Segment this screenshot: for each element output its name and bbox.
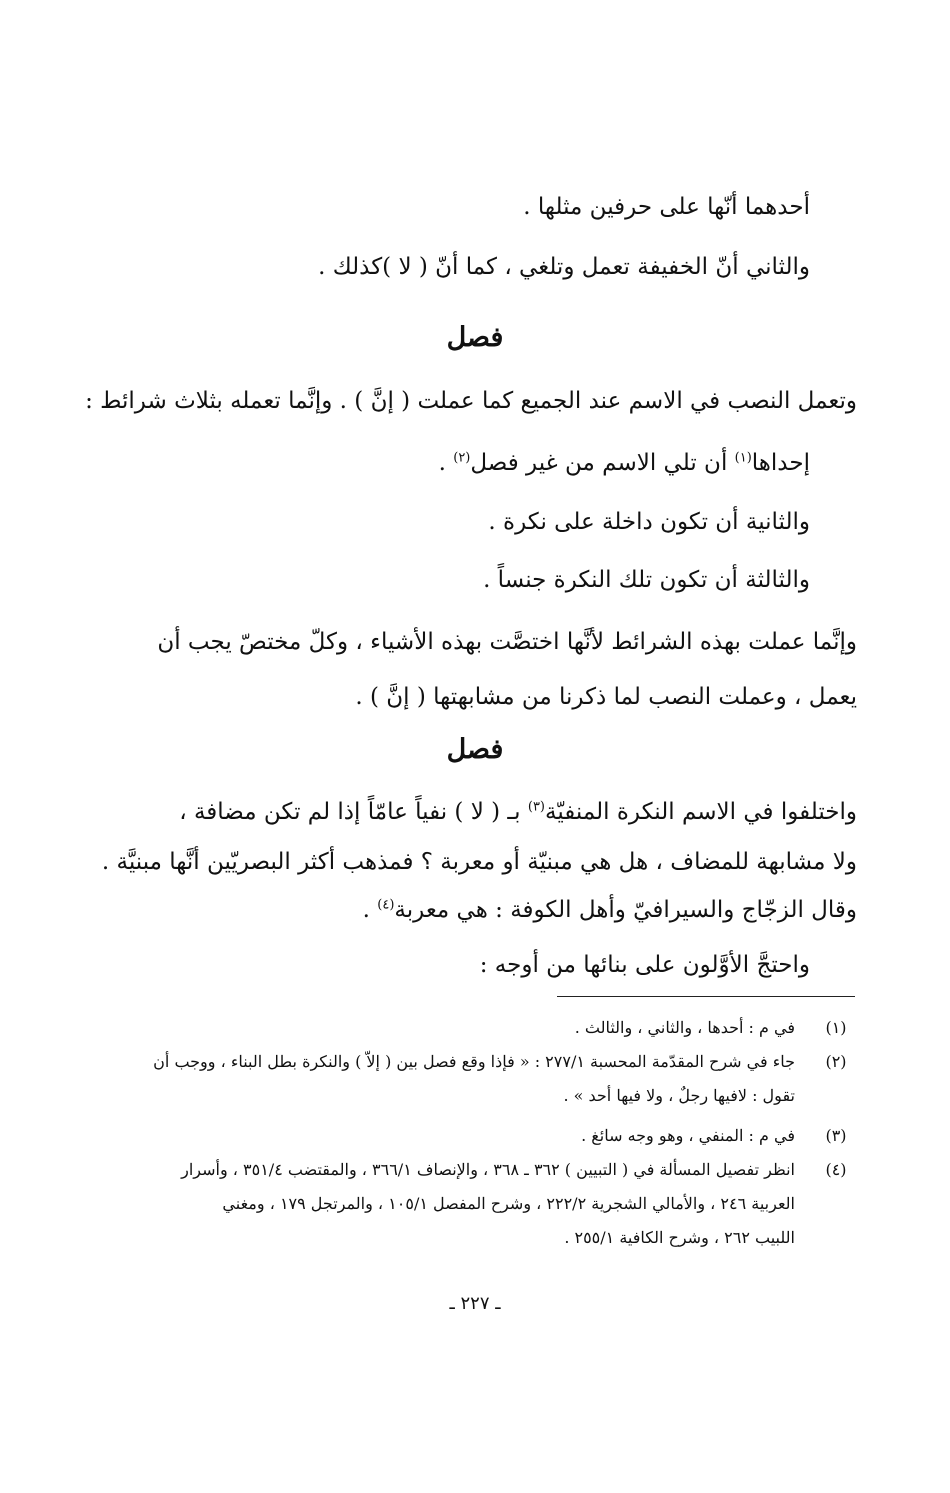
text-line-9-part-b: بـ ( لا ) نفياً عامّاً إذا لم تكن مضافة ، [179, 799, 528, 825]
text-line-11-part-b: . [362, 897, 378, 923]
text-line-5: والثانية أن تكون داخلة على نكرة . [488, 509, 810, 535]
text-line-11 [363, 893, 857, 927]
footnote-2-line-2: تقول : لافيها رجلٌ ، ولا فيها أحد » . [563, 1086, 795, 1105]
footnote-separator [557, 996, 855, 997]
section-heading-2: فصل [446, 734, 504, 765]
footnote-2-line-1: جاء في شرح المقدّمة المحسبة ٢٧٧/١ : « فإذا وقع فصل بين ( إلاّ ) والنكرة بطل البناء ، ووجب أن [153, 1052, 795, 1071]
text-line-4-part-a: إحداها [751, 450, 810, 476]
text-line-3: وتعمل النصب في الاسم عند الجميع كما عملت ( إنَّ ) . وإنَّما تعمله بثلاث شرائط : [85, 388, 857, 414]
footnote-4-number: (٤) [825, 1160, 847, 1179]
text-line-1: أحدهما أنّها على حرفين مثلها . [523, 194, 810, 220]
text-line-8: يعمل ، وعملت النصب لما ذكرنا من مشابهتها ( إنَّ ) . [355, 684, 857, 710]
footnote-3: في م : المنفي ، وهو وجه سائغ . [581, 1126, 795, 1145]
text-line-4-part-c: . [438, 450, 454, 476]
section-heading-1: فصل [446, 322, 504, 353]
footnote-ref-3: (٣) [527, 799, 545, 815]
footnote-3-number: (٣) [825, 1126, 847, 1145]
text-line-6: والثالثة أن تكون تلك النكرة جنساً . [483, 567, 810, 593]
text-line-10: ولا مشابهة للمضاف ، هل هي مبنيّة أو معربة ؟ فمذهب أكثر البصريّين أنَّها مبنيَّة . [101, 849, 857, 875]
footnote-4-line-3: اللبيب ٢٦٢ ، وشرح الكافية ٢٥٥/١ . [564, 1228, 795, 1247]
footnote-ref-2: (٢) [453, 450, 471, 466]
footnote-4-line-1: انظر تفصيل المسألة في ( التبيين ) ٣٦٢ ـ ٣٦٨ ، والإنصاف ٣٦٦/١ ، والمقتضب ٣٥١/٤ ، وأسرار [181, 1160, 795, 1179]
text-line-2: والثاني أنّ الخفيفة تعمل وتلغي ، كما أنّ ( لا )كذلك . [318, 254, 810, 280]
text-line-12: واحتجَّ الأوَّلون على بنائها من أوجه : [479, 952, 810, 978]
footnote-1-number: (١) [825, 1018, 847, 1037]
text-line-7: وإنَّما عملت بهذه الشرائط لأنَّها اختصَّت بهذه الأشياء ، وكلّ مختصّ يجب أن [157, 629, 857, 655]
text-line-11-part-a: وقال الزجّاج والسيرافيّ وأهل الكوفة : هي معربة [394, 897, 857, 923]
footnote-1: في م : أحدها ، والثاني ، والثالث . [574, 1018, 795, 1037]
footnote-ref-1: (١) [734, 450, 752, 466]
text-line-9 [179, 795, 857, 829]
text-line-4-part-b: أن تلي الاسم من غير فصل [470, 450, 735, 476]
footnote-2-number: (٢) [825, 1052, 847, 1071]
text-line-9-part-a: واختلفوا في الاسم النكرة المنفيّة [545, 799, 857, 825]
footnote-ref-4: (٤) [377, 897, 395, 913]
footnote-4-line-2: العربية ٢٤٦ ، والأمالي الشجرية ٢٢٢/٢ ، وشرح المفصل ١٠٥/١ ، والمرتجل ١٧٩ ، ومغني [222, 1194, 795, 1213]
page-number: ـ ٢٢٧ ـ [449, 1293, 501, 1314]
text-line-4 [439, 446, 810, 480]
